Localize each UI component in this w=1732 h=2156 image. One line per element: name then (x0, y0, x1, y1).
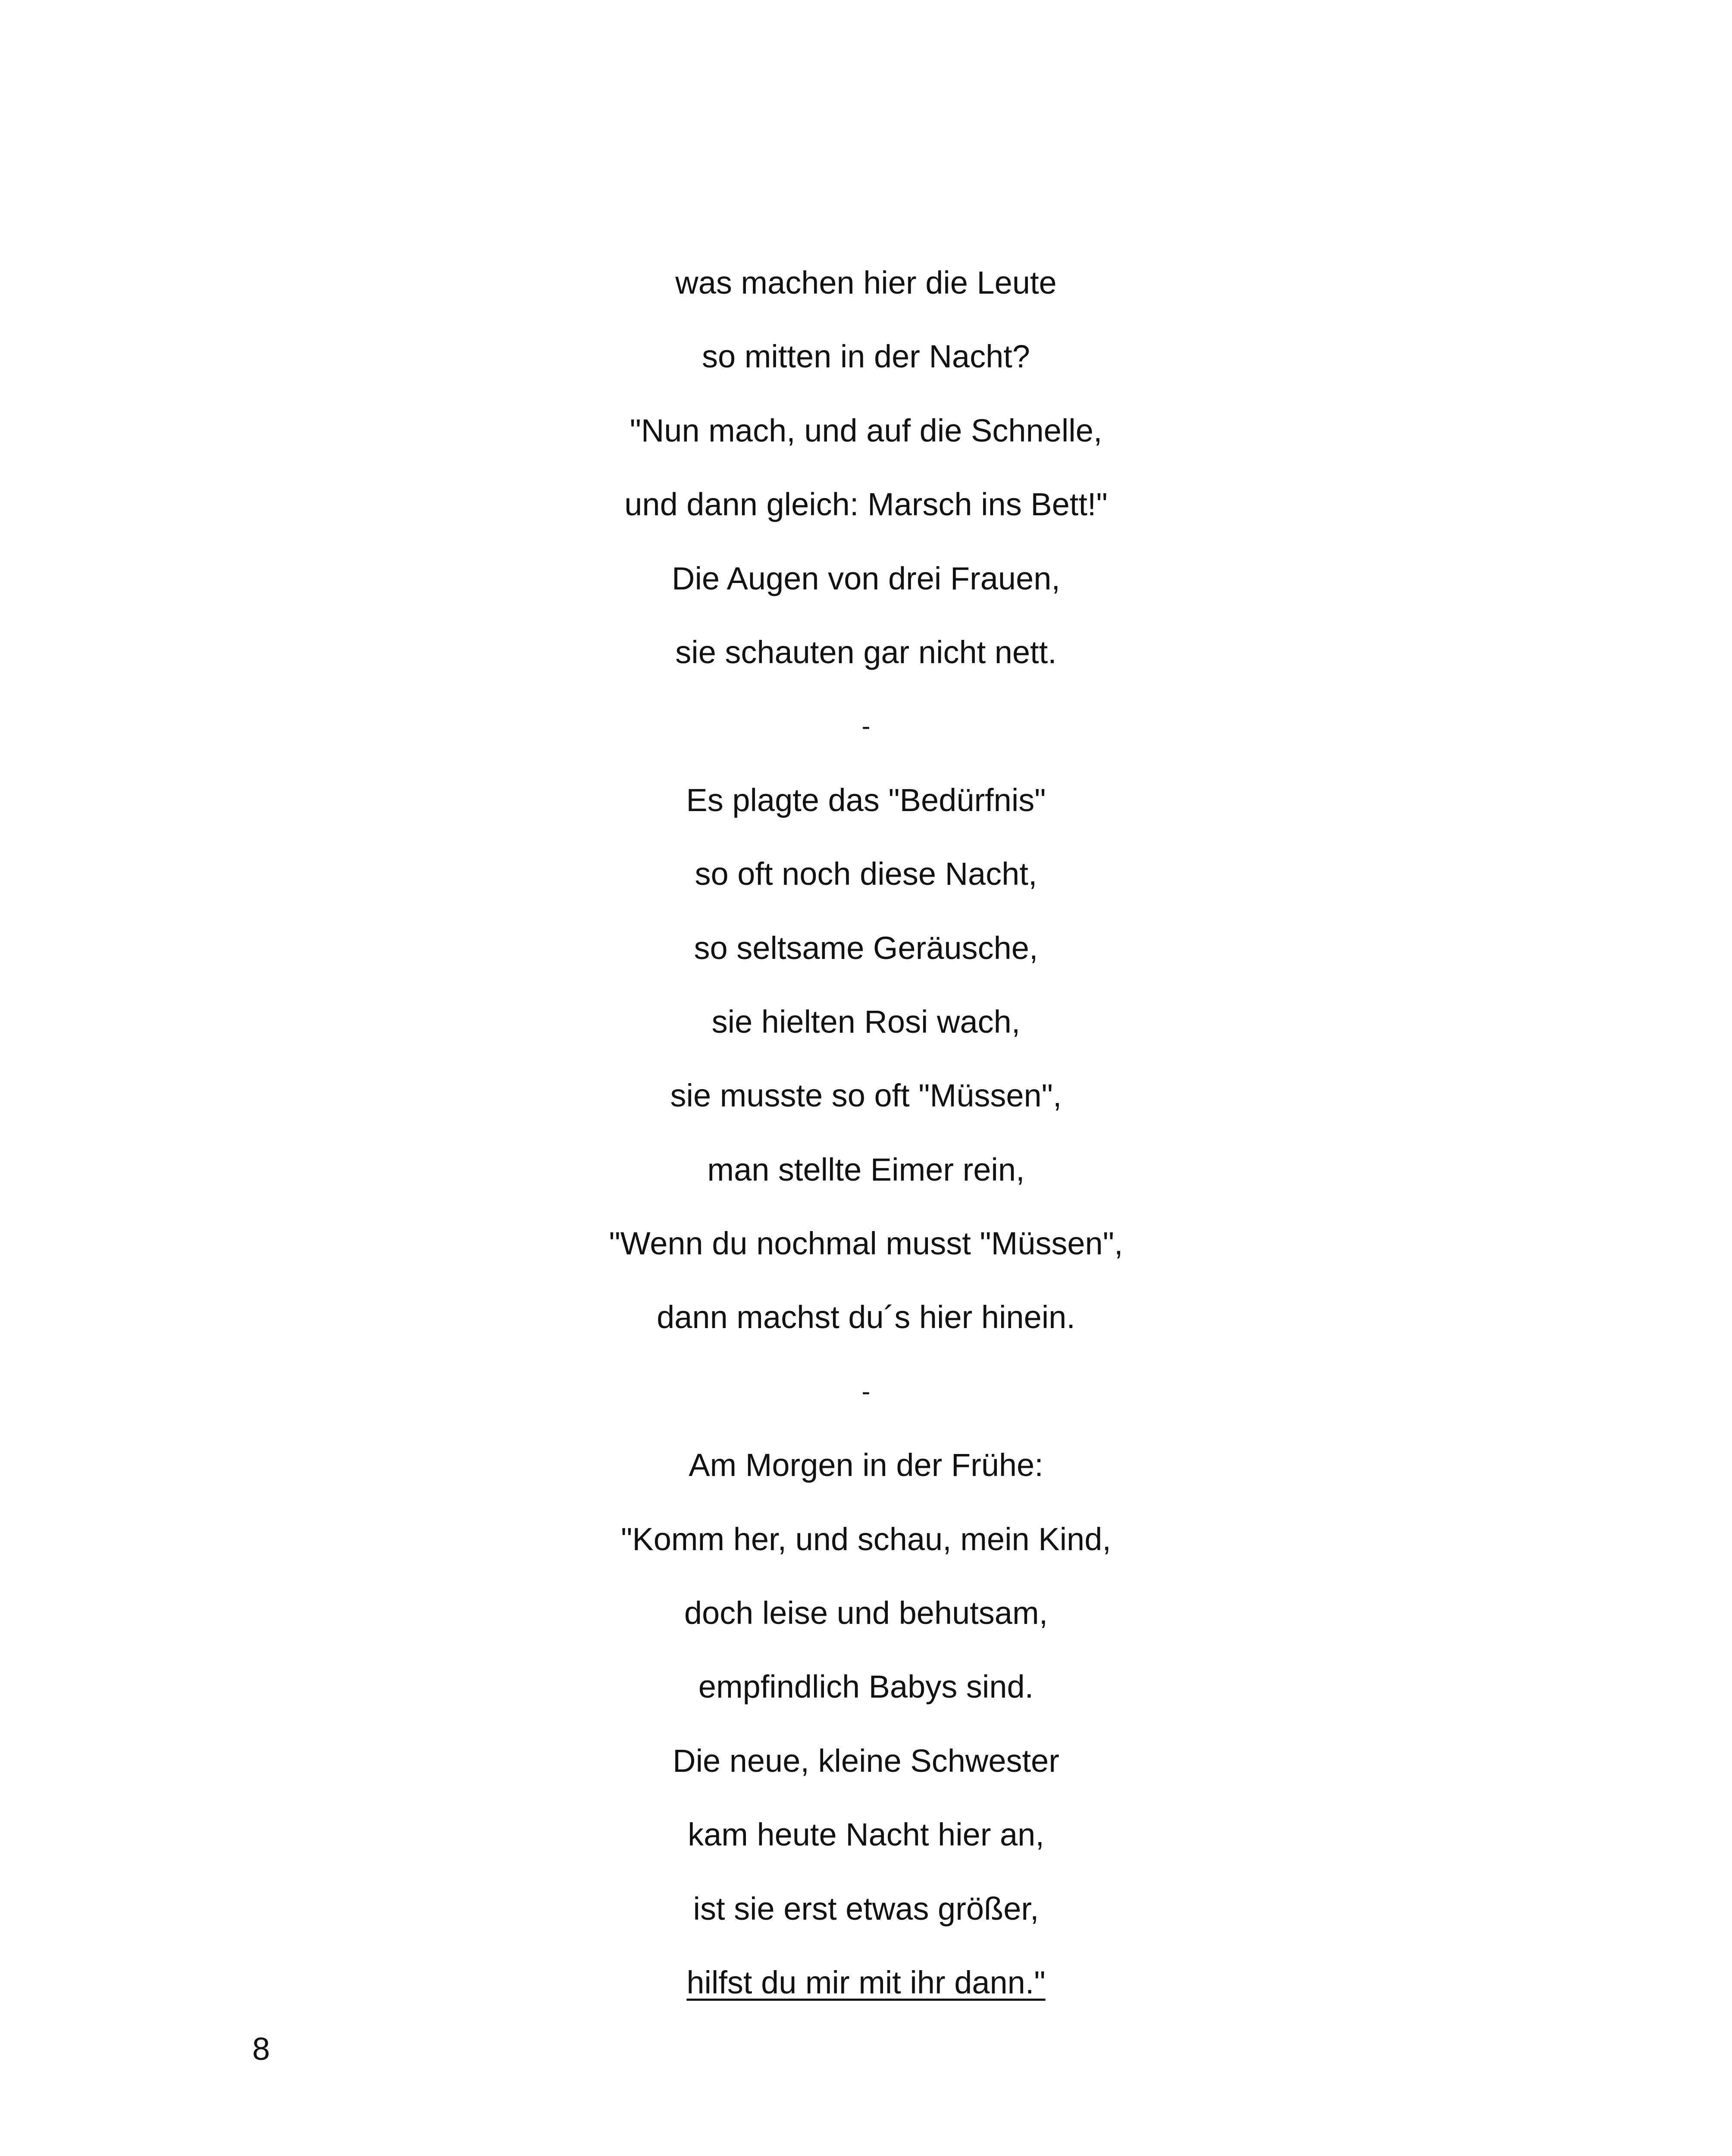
poem-line: empfindlich Babys sind. (698, 1669, 1034, 1705)
poem-line: Die Augen von drei Frauen, (672, 560, 1060, 596)
poem-line: "Nun mach, und auf die Schnelle, (630, 412, 1102, 448)
poem-line: Es plagte das "Bedürfnis" (686, 782, 1046, 818)
page-number: 8 (252, 2031, 270, 2067)
poem-line: so mitten in der Nacht? (702, 338, 1030, 375)
poem-line: "Wenn du nochmal musst "Müssen", (609, 1225, 1123, 1262)
poem-line: dann machst du´s hier hinein. (657, 1299, 1075, 1335)
poem-line: doch leise und behutsam, (684, 1595, 1048, 1631)
poem-line: sie schauten gar nicht nett. (675, 634, 1057, 670)
stanza-separator: - (861, 711, 871, 741)
poem-line: "Komm her, und schau, mein Kind, (621, 1521, 1111, 1557)
underlined-text: hilfst du mir mit ihr dann." (686, 1964, 1046, 2000)
poem-line: und dann gleich: Marsch ins Bett!" (624, 486, 1108, 523)
poem-line: sie musste so oft "Müssen", (670, 1078, 1062, 1114)
poem-line: Die neue, kleine Schwester (673, 1742, 1059, 1779)
poem-last-line (0, 1946, 1732, 2019)
poem-line: sie hielten Rosi wach, (711, 1003, 1021, 1040)
poem-line: so seltsame Geräusche, (694, 930, 1038, 966)
poem-line: so oft noch diese Nacht, (695, 856, 1037, 892)
stanza-separator: - (861, 1376, 871, 1406)
poem-line: ist sie erst etwas größer, (693, 1890, 1039, 1927)
poem-line: man stellte Eimer rein, (707, 1151, 1025, 1188)
poem-line: kam heute Nacht hier an, (688, 1817, 1044, 1853)
poem-line: was machen hier die Leute (675, 265, 1057, 301)
poem-stanzas (0, 246, 1732, 2019)
poem-line: Am Morgen in der Frühe: (689, 1447, 1043, 1483)
